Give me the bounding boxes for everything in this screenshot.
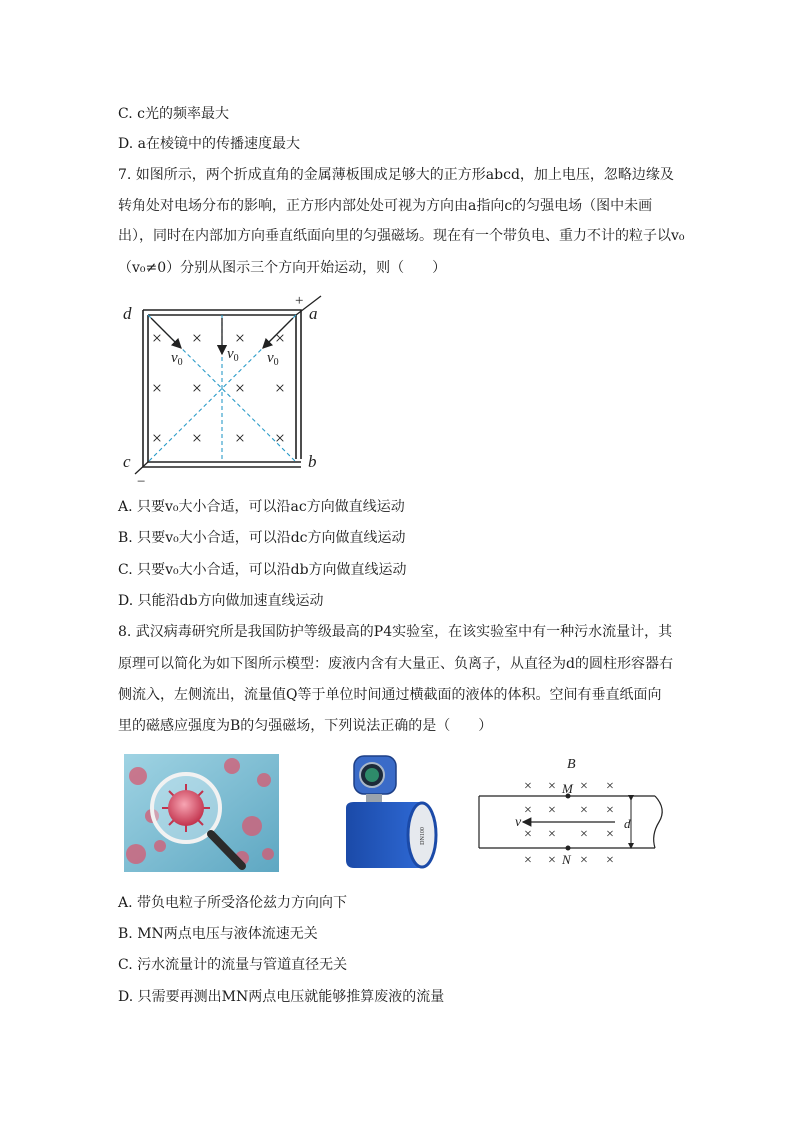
q7-stem-line1: 7. 如图所示，两个折成直角的金属薄板围成足够大的正方形abcd，加上电压，忽略边缘及 [118,167,674,183]
q7-stem-line2: 转角处对电场分布的影响，正方形内部处处可视为方向由a指向c的匀强电场（图中未画 [118,198,653,214]
field-cross: × [234,378,246,398]
field-cross: × [191,328,203,348]
field-cross: × [151,328,163,348]
q8-option-d: D. 只需要再测出MN两点电压就能够推算废液的流量 [118,989,445,1005]
field-cross: × [151,428,163,448]
v0-label: $v_0$ [267,350,279,368]
option-c-prev: C. c光的频率最大 [118,106,229,122]
field-cross: × [524,853,532,868]
field-cross: × [274,328,286,348]
q7-stem-line4: （v₀≠0）分别从图示三个方向开始运动，则（ ） [118,260,447,276]
field-cross: × [580,779,588,794]
virus-photo [124,754,279,872]
field-cross: × [606,779,614,794]
field-cross: × [524,779,532,794]
q7-option-b: B. 只要v₀大小合适，可以沿dc方向做直线运动 [118,530,406,546]
diameter-label: d [624,816,631,831]
field-cross: × [606,803,614,818]
q7-figure [115,292,330,492]
plus-sign: + [295,293,304,309]
field-cross: × [606,853,614,868]
field-cross: × [524,803,532,818]
q8-stem-line1: 8. 武汉病毒研究所是我国防护等级最高的P4实验室，在该实验室中有一种污水流量计，其 [118,624,673,640]
field-cross: × [234,428,246,448]
virus-particle [162,784,210,832]
flow-meter-label: DN100 [420,827,426,845]
pipe-right-end [654,796,663,848]
field-cross: × [274,378,286,398]
q8-stem-line2: 原理可以简化为如下图所示模型：废液内含有大量正、负离子，从直径为d的圆柱形容器右 [118,656,673,672]
field-cross: × [191,428,203,448]
q7-option-a: A. 只要v₀大小合适，可以沿ac方向做直线运动 [118,499,405,515]
q8-option-b: B. MN两点电压与液体流速无关 [118,926,318,942]
flow-meter-photo [340,750,440,872]
corner-label-a: a [309,304,318,323]
q7-stem-line3: 出），同时在内部加方向垂直纸面向里的匀强磁场。现在有一个带负电、重力不计的粒子以v₀ [118,228,685,244]
corner-label-c: c [123,452,131,471]
corner-label-b: b [308,452,317,471]
field-cross: × [548,779,556,794]
velocity-label: v [515,815,522,830]
field-cross: × [580,827,588,842]
q8-option-a: A. 带负电粒子所受洛伦兹力方向向下 [118,895,348,911]
field-cross: × [191,378,203,398]
point-n [566,846,571,851]
q8-option-c: C. 污水流量计的流量与管道直径无关 [118,957,348,973]
lead-wire-c [135,462,148,474]
magnetic-field-label: B [567,757,576,772]
field-cross: × [274,428,286,448]
field-cross: × [606,827,614,842]
field-cross: × [548,853,556,868]
corner-label-d: d [123,304,132,323]
field-cross: × [234,328,246,348]
v0-label: $v_0$ [227,346,239,364]
option-d-prev: D. a在棱镜中的传播速度最大 [118,136,300,152]
q7-option-c: C. 只要v₀大小合适，可以沿db方向做直线运动 [118,562,407,578]
field-cross: × [524,827,532,842]
point-m-label: M [562,781,573,796]
field-cross: × [548,827,556,842]
field-cross: × [151,378,163,398]
v0-label: $v_0$ [171,350,183,368]
q7-option-d: D. 只能沿db方向做加速直线运动 [118,593,324,609]
field-cross: × [580,853,588,868]
q8-stem-line3: 侧流入，左侧流出，流量值Q等于单位时间通过横截面的液体的体积。空间有垂直纸面向 [118,687,662,703]
field-cross: × [548,803,556,818]
q8-pipe-figure [475,752,675,870]
q8-stem-line4: 里的磁感应强度为B的匀强磁场，下列说法正确的是（ ） [118,718,493,734]
point-n-label: N [562,852,571,867]
minus-sign: − [137,474,146,490]
field-cross: × [580,803,588,818]
